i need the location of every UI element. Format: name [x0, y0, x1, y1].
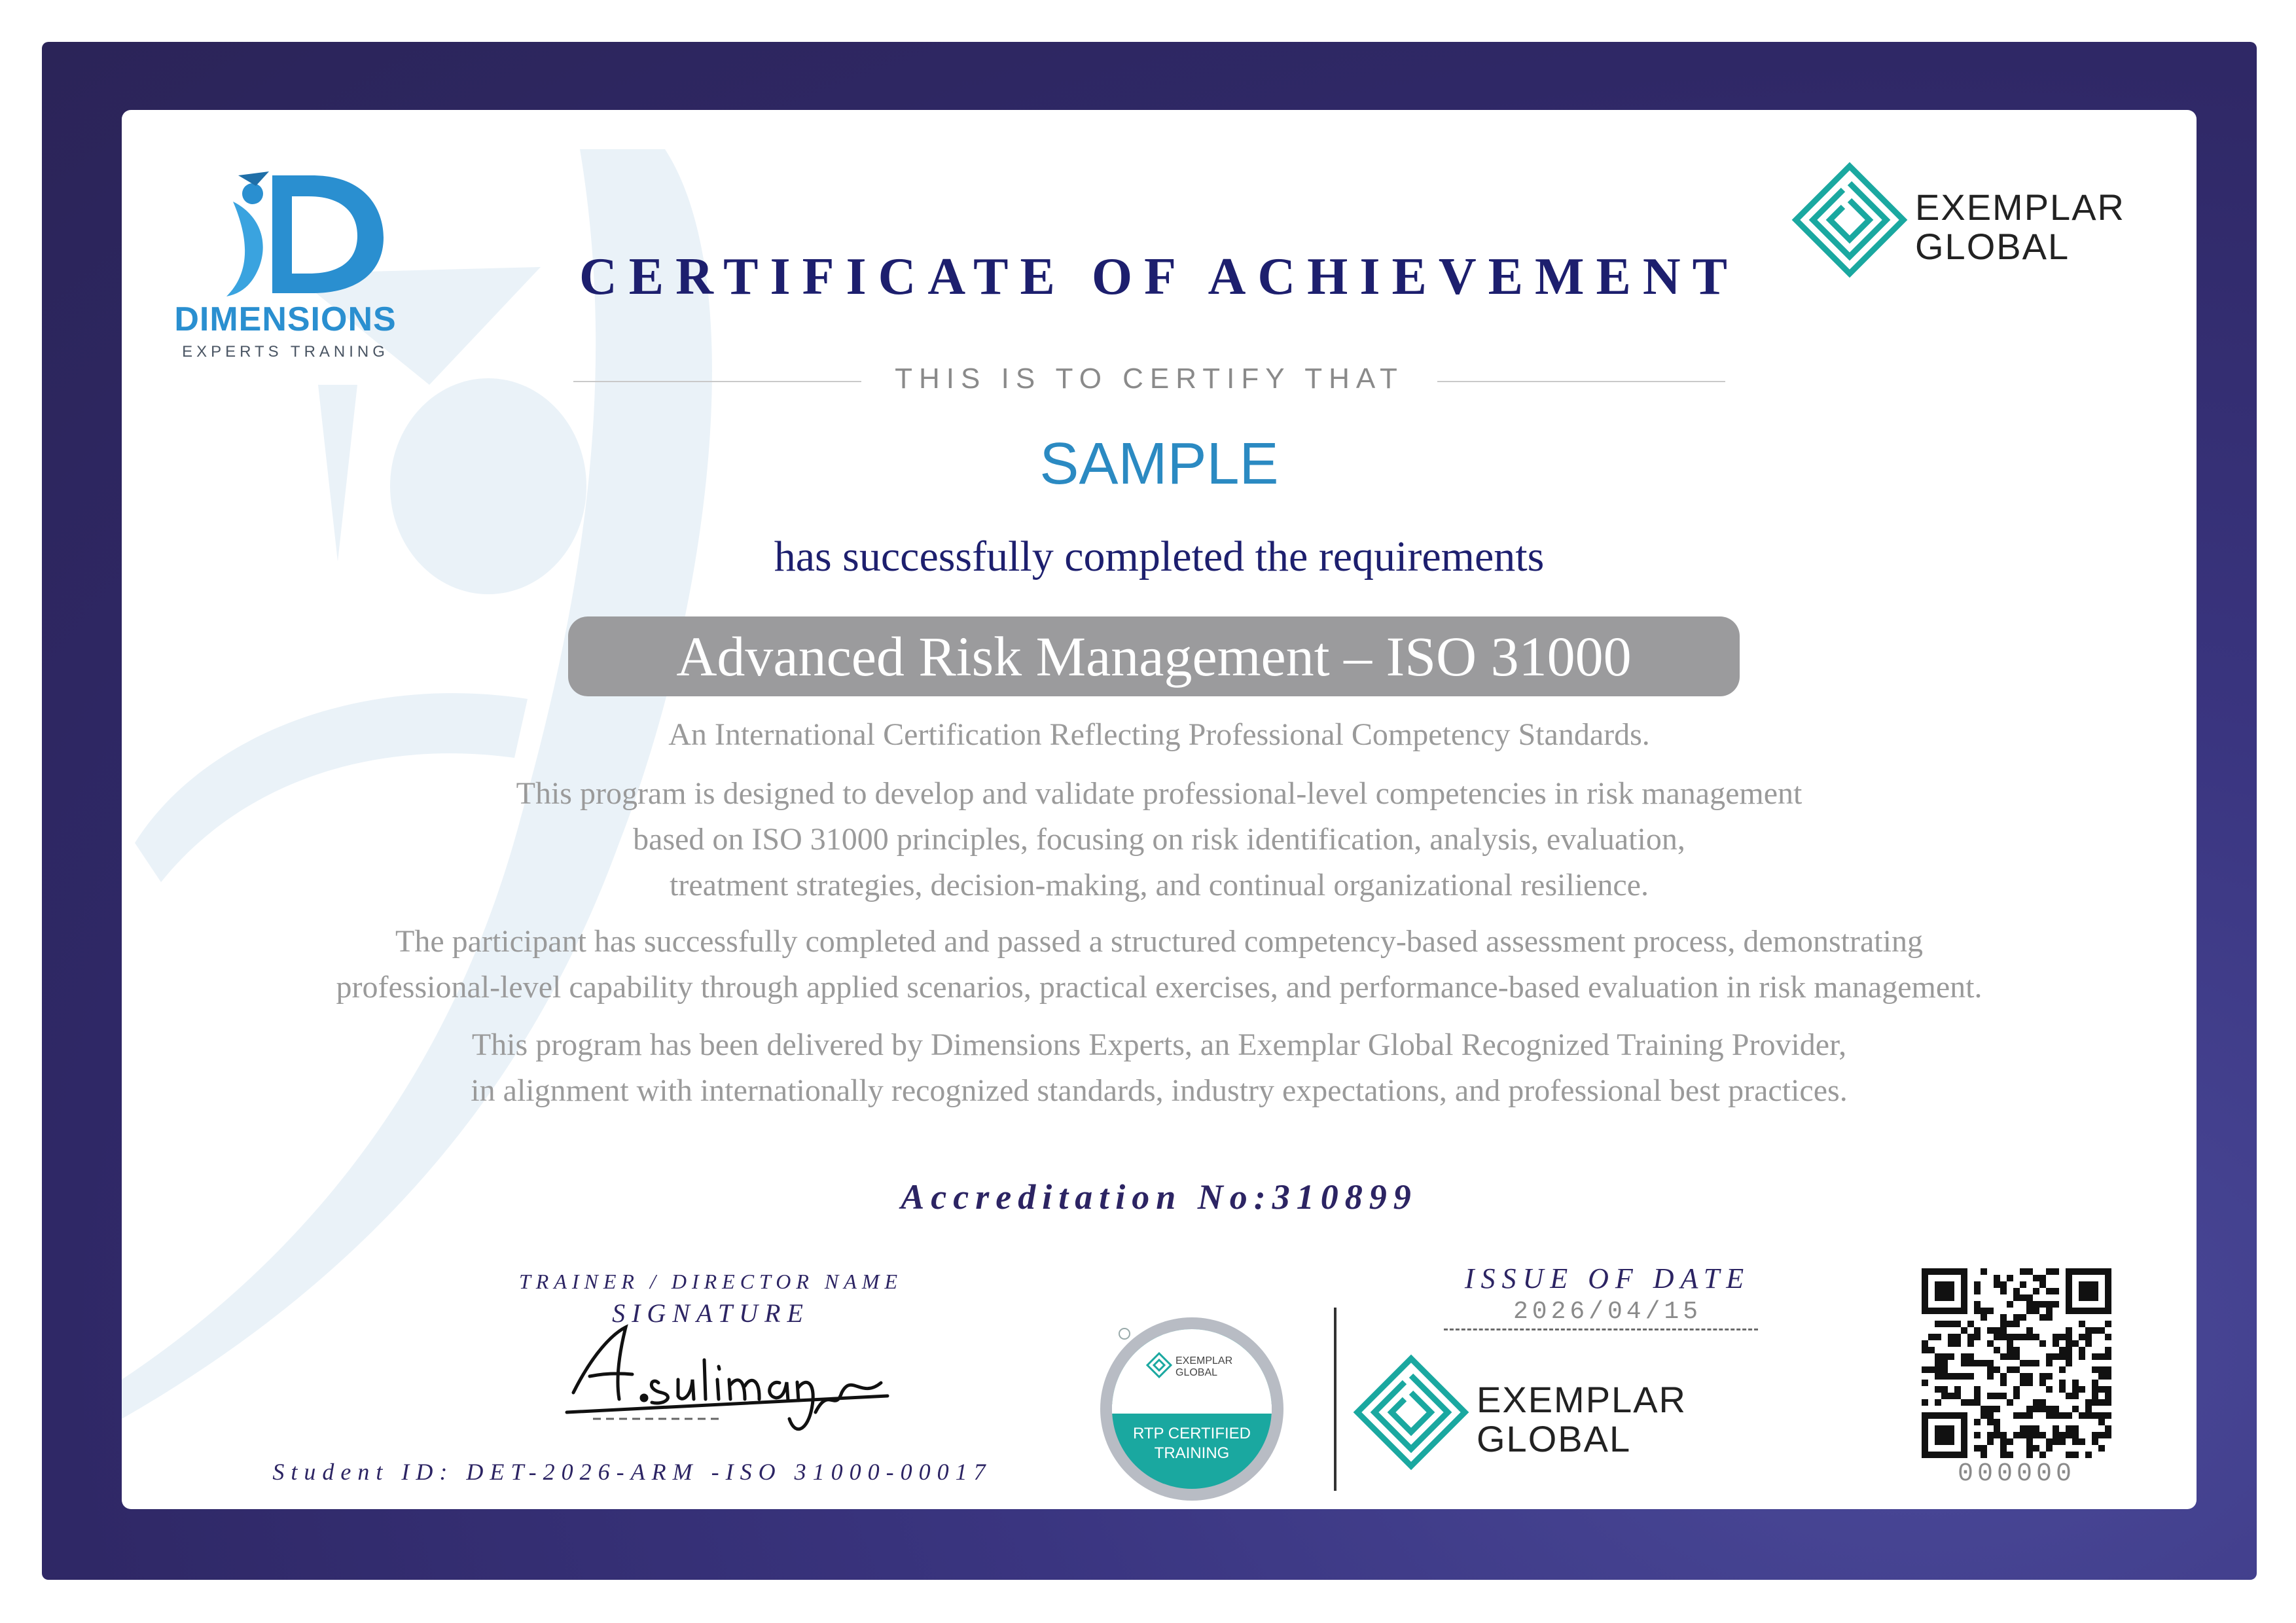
paragraph-line: This program has been delivered by Dimensions Experts, an Exemplar Global Recognized Training Provider, [471, 1027, 1847, 1062]
badge-brand-line1: EXEMPLAR [1175, 1355, 1233, 1366]
divider-right [1437, 381, 1725, 382]
badge-line1: RTP CERTIFIED [1132, 1425, 1251, 1442]
badge-brand-line2: GLOBAL [1175, 1367, 1218, 1378]
qr-number: 000000 [1957, 1459, 2076, 1489]
signature-label: SIGNATURE [612, 1298, 810, 1328]
issuer-name: DIMENSIONS [174, 300, 397, 338]
certificate-title: CERTIFICATE OF ACHIEVEMENT [579, 248, 1740, 306]
completion-text: has successfully completed the requirements [774, 533, 1545, 580]
issue-date-label: ISSUE OF DATE [1464, 1262, 1751, 1294]
exemplar-global-logo-top [1791, 161, 2183, 285]
rtp-certified-badge-icon [1097, 1314, 1287, 1504]
exemplar-line2: GLOBAL [1915, 226, 2070, 267]
paragraph-2 [279, 771, 2039, 908]
certify-intro-row [573, 359, 1725, 404]
exemplar-line1: EXEMPLAR [1477, 1379, 1687, 1420]
exemplar-global-maze-icon [1791, 161, 1909, 279]
divider-left [573, 381, 861, 382]
recipient-name: SAMPLE [1039, 431, 1279, 497]
exemplar-line1: EXEMPLAR [1915, 187, 2125, 228]
certify-intro: THIS IS TO CERTIFY THAT [895, 363, 1404, 395]
trainer-label: TRAINER / DIRECTOR NAME [518, 1270, 903, 1293]
dimensions-d-logo-icon [161, 162, 410, 300]
issue-date-value: 2026/04/15 [1513, 1298, 1702, 1326]
paragraph-4 [279, 1022, 2039, 1114]
paragraph-line: An International Certification Reflecting Professional Competency Standards. [668, 717, 1650, 752]
paragraph-line: treatment strategies, decision-making, and continual organizational resilience. [670, 868, 1649, 902]
qr-code-icon[interactable] [1922, 1268, 2111, 1458]
paragraph-line: in alignment with internationally recognized standards, industry expectations, and professional best practices. [471, 1073, 1848, 1108]
issue-date-underline [1444, 1329, 1758, 1330]
vertical-divider [1334, 1308, 1336, 1491]
exemplar-line2: GLOBAL [1477, 1418, 1632, 1459]
paragraph-1 [279, 712, 2039, 758]
exemplar-global-maze-icon [1352, 1353, 1470, 1471]
paragraph-line: The participant has successfully completed and passed a structured competency-based assessment process, demonstrating [395, 924, 1923, 959]
accreditation-number: Accreditation No:310899 [901, 1177, 1418, 1217]
paragraph-line: based on ISO 31000 principles, focusing on risk identification, analysis, evaluation, [633, 822, 1685, 857]
paragraph-line: professional-level capability through applied scenarios, practical exercises, and performance-based evaluation in risk management. [336, 970, 1982, 1005]
badge-line2: TRAINING [1154, 1444, 1230, 1462]
paragraph-3 [279, 919, 2039, 1010]
certificate-paper [122, 110, 2197, 1509]
issuer-tagline: EXPERTS TRANING [182, 343, 389, 361]
paragraph-line: This program is designed to develop and validate professional-level competencies in risk management [516, 776, 1803, 811]
student-id: Student ID: DET-2026-ARM -ISO 31000-00017 [272, 1459, 992, 1485]
handwritten-signature [554, 1314, 894, 1445]
course-title: Advanced Risk Management – ISO 31000 [676, 625, 1632, 688]
